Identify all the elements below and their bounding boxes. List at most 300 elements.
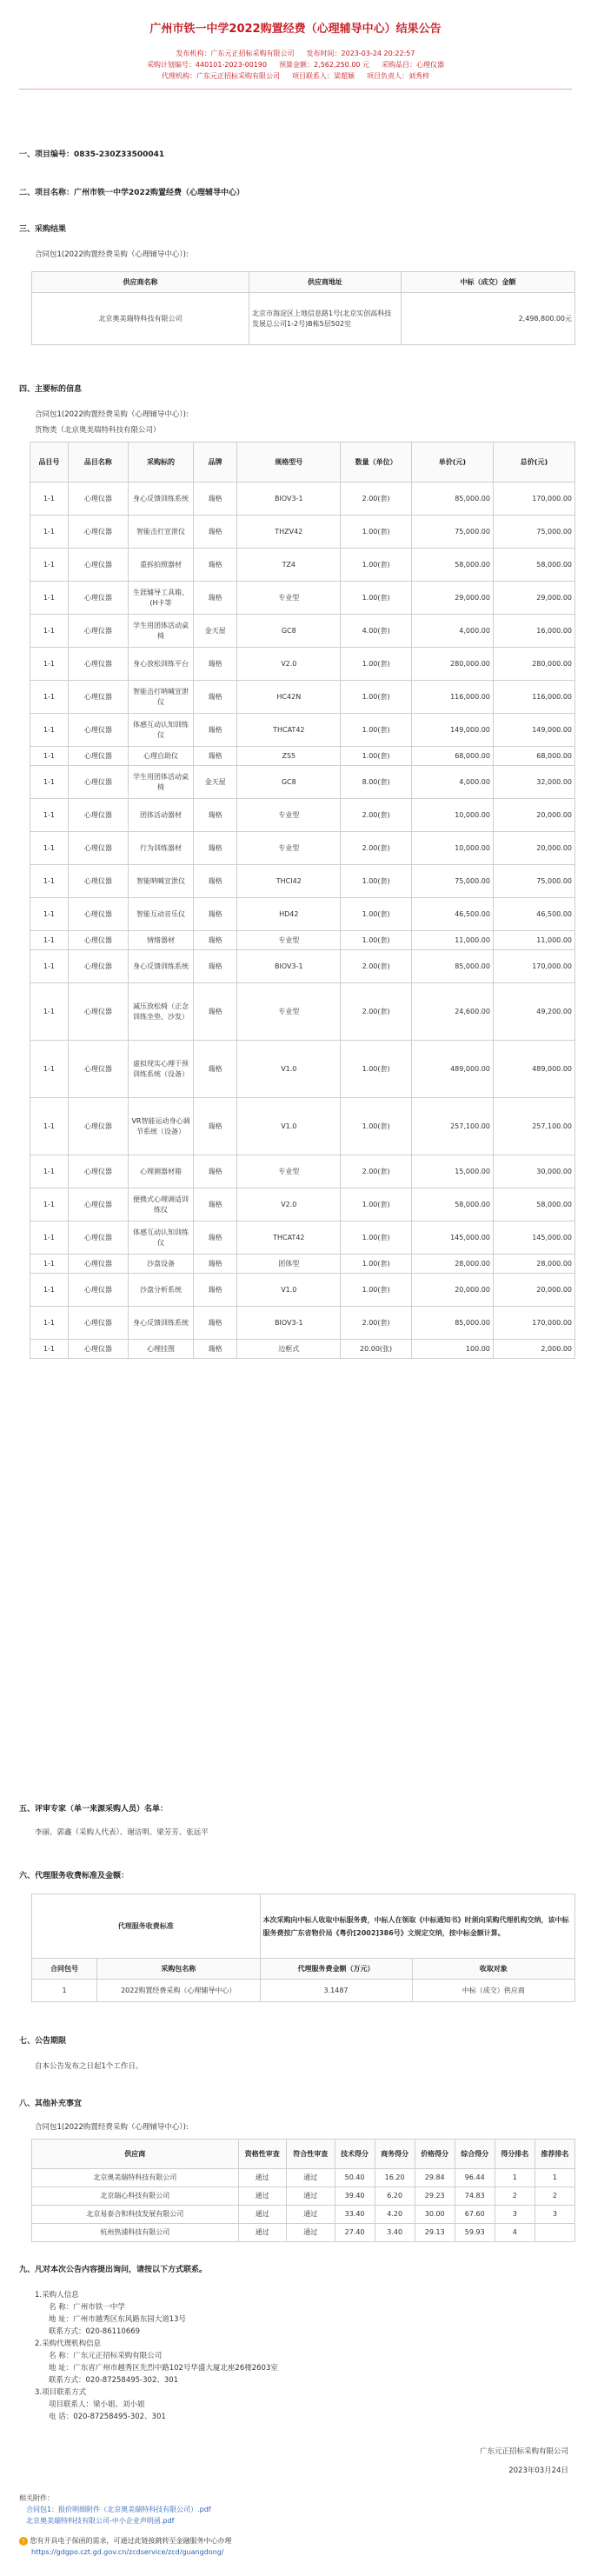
results-header-amount: 中标（成交）金额 [402, 272, 575, 293]
item-total-price: 489,000.00 [493, 1041, 574, 1098]
item-unit-price: 85,000.00 [411, 483, 493, 516]
items-table-row [30, 1221, 575, 1255]
item-category: 心理仪器 [68, 865, 128, 898]
item-quantity: 1.00(套) [341, 931, 412, 950]
item-model: 专业型 [237, 1155, 341, 1188]
item-total-price: 257,100.00 [493, 1098, 574, 1155]
section-project-name: 二、项目名称：广州市铁一中学2022购置经费（心理辅导中心） [19, 189, 245, 197]
fee-header-name: 采购包名称 [97, 1959, 261, 1980]
item-total-price: 280,000.00 [493, 648, 574, 681]
items-table-row [30, 799, 575, 832]
items-table-row [30, 766, 575, 799]
score-total: 67.60 [455, 2206, 495, 2224]
item-category: 心理仪器 [68, 898, 128, 931]
item-model: 专业型 [237, 931, 341, 950]
item-model: 专业型 [237, 799, 341, 832]
meta-plan-number: 采购计划编号：440101-2023-00190 [146, 61, 268, 69]
item-category: 心理仪器 [68, 1221, 128, 1255]
item-model: ZS5 [237, 747, 341, 766]
item-model: BIOV3-1 [237, 950, 341, 983]
item-code: 1-1 [30, 648, 69, 681]
guarantee-link[interactable]: https://gdgpo.czt.gd.gov.cn/zcdservice/zcd/guangdong/ [31, 2548, 224, 2556]
item-name: 身心反馈训练系统 [128, 483, 193, 516]
meta-row-2 [35, 59, 556, 70]
contact-block [35, 2289, 278, 2423]
score-recommend-rank: 3 [535, 2206, 574, 2224]
attachments-title: 相关附件： [19, 2494, 54, 2502]
score-recommend-rank: 1 [535, 2169, 574, 2187]
item-model: HC42N [237, 681, 341, 714]
item-quantity: 4.00(套) [341, 615, 412, 648]
item-total-price: 30,000.00 [493, 1155, 574, 1188]
score-business: 16.20 [375, 2169, 415, 2187]
score-total: 74.83 [455, 2187, 495, 2206]
score-business: 3.40 [375, 2224, 415, 2242]
score-qualification: 通过 [238, 2206, 287, 2224]
score-rank: 1 [495, 2169, 535, 2187]
item-model: 团体型 [237, 1255, 341, 1274]
item-quantity: 1.00(套) [341, 1274, 412, 1307]
items-header-unit-price: 单价(元) [411, 443, 493, 483]
fee-header-target: 收取对象 [412, 1959, 575, 1980]
score-supplier: 北京奥美瑞特科技有限公司 [32, 2169, 239, 2187]
section-contact-heading: 九、凡对本次公告内容提出询问，请按以下方式联系。 [19, 2266, 208, 2274]
score-business: 4.20 [375, 2206, 415, 2224]
item-code: 1-1 [30, 681, 69, 714]
item-brand: 瑞格 [194, 865, 237, 898]
score-price: 29.23 [415, 2187, 455, 2206]
item-quantity: 1.00(套) [341, 1221, 412, 1255]
score-recommend-rank [535, 2224, 574, 2242]
agency-phone: 联系方式：020-87258495-302、301 [49, 2376, 179, 2385]
items-header-item: 采购标的 [128, 443, 193, 483]
header-divider [19, 89, 572, 90]
attachment-link-2[interactable]: 北京奥美瑞特科技有限公司-中小企业声明函.pdf [26, 2517, 175, 2525]
item-unit-price: 58,000.00 [411, 549, 493, 582]
score-technical: 39.40 [335, 2187, 375, 2206]
score-technical: 33.40 [335, 2206, 375, 2224]
agency-address: 地 址：广东省广州市越秀区先烈中路102号华盛大厦北座26楼2603室 [49, 2364, 278, 2373]
item-brand: 瑞格 [194, 1155, 237, 1188]
item-code: 1-1 [30, 799, 69, 832]
section-fee-heading: 六、代理服务收费标准及金额： [19, 1872, 129, 1880]
item-unit-price: 85,000.00 [411, 1307, 493, 1340]
items-table-row [30, 1340, 575, 1359]
item-code: 1-1 [30, 582, 69, 615]
attachment-link-1[interactable]: 合同包1：报价明细附件（北京奥美瑞特科技有限公司）.pdf [26, 2506, 211, 2513]
scores-header-compliance: 符合性审查 [287, 2140, 335, 2169]
items-table-row [30, 516, 575, 549]
item-quantity: 1.00(套) [341, 1255, 412, 1274]
scores-header-price: 价格得分 [415, 2140, 455, 2169]
item-name: 沙盘设备 [128, 1255, 193, 1274]
item-quantity: 1.00(套) [341, 865, 412, 898]
score-compliance: 通过 [287, 2169, 335, 2187]
item-code: 1-1 [30, 1340, 69, 1359]
items-table-row [30, 1274, 575, 1307]
score-rank: 4 [495, 2224, 535, 2242]
item-brand: 瑞格 [194, 898, 237, 931]
score-compliance: 通过 [287, 2224, 335, 2242]
items-header-quantity: 数量（单位） [341, 443, 412, 483]
item-category: 心理仪器 [68, 1098, 128, 1155]
item-brand: 金天屋 [194, 766, 237, 799]
item-unit-price: 257,100.00 [411, 1098, 493, 1155]
item-category: 心理仪器 [68, 1041, 128, 1098]
item-unit-price: 28,000.00 [411, 1255, 493, 1274]
items-table-row [30, 714, 575, 747]
results-header-address: 供应商地址 [249, 272, 402, 293]
item-quantity: 1.00(套) [341, 516, 412, 549]
item-quantity: 1.00(套) [341, 549, 412, 582]
item-brand: 瑞格 [194, 747, 237, 766]
item-total-price: 145,000.00 [493, 1221, 574, 1255]
item-category: 心理仪器 [68, 714, 128, 747]
item-quantity: 1.00(套) [341, 1098, 412, 1155]
results-amount: 2,498,800.00元 [402, 293, 575, 345]
buyer-phone: 联系方式：020-86110669 [49, 2327, 141, 2336]
item-brand: 瑞格 [194, 799, 237, 832]
item-total-price: 149,000.00 [493, 714, 574, 747]
item-code: 1-1 [30, 983, 69, 1041]
item-category: 心理仪器 [68, 483, 128, 516]
items-table-row [30, 1188, 575, 1221]
item-unit-price: 489,000.00 [411, 1041, 493, 1098]
item-total-price: 58,000.00 [493, 1188, 574, 1221]
item-quantity: 2.00(套) [341, 799, 412, 832]
item-category: 心理仪器 [68, 832, 128, 865]
item-model: 专业型 [237, 832, 341, 865]
score-supplier: 北京易泰合和科技发展有限公司 [32, 2206, 239, 2224]
item-category: 心理仪器 [68, 1340, 128, 1359]
item-brand: 瑞格 [194, 582, 237, 615]
score-business: 6.20 [375, 2187, 415, 2206]
fee-target: 中标（成交）供应商 [412, 1980, 575, 2002]
items-header-category: 品目名称 [68, 443, 128, 483]
item-brand: 瑞格 [194, 1221, 237, 1255]
results-supplier: 北京奥美瑞特科技有限公司 [32, 293, 249, 345]
meta-agency: 代理机构：广东元正招标采购有限公司 [162, 72, 280, 80]
info-icon: ! [19, 2537, 28, 2546]
item-model: BIOV3-1 [237, 1307, 341, 1340]
score-price: 29.13 [415, 2224, 455, 2242]
items-table-row [30, 483, 575, 516]
scores-table-row [32, 2187, 575, 2206]
results-table [31, 271, 575, 345]
fee-standard-label: 代理服务收费标准 [32, 1894, 261, 1959]
item-category: 心理仪器 [68, 1274, 128, 1307]
item-code: 1-1 [30, 1098, 69, 1155]
item-category: 心理仪器 [68, 1255, 128, 1274]
section-experts-heading: 五、评审专家（单一来源采购人员）名单： [19, 1805, 169, 1814]
item-total-price: 20,000.00 [493, 832, 574, 865]
item-category: 心理仪器 [68, 516, 128, 549]
item-unit-price: 11,000.00 [411, 931, 493, 950]
item-code: 1-1 [30, 714, 69, 747]
scores-header-supplier: 供应商 [32, 2140, 239, 2169]
item-brand: 瑞格 [194, 483, 237, 516]
item-name: 身心反馈训练系统 [128, 1307, 193, 1340]
item-code: 1-1 [30, 549, 69, 582]
meta-row-3 [35, 70, 556, 82]
items-header-code: 品目号 [30, 443, 69, 483]
item-unit-price: 85,000.00 [411, 950, 493, 983]
scores-table-row [32, 2224, 575, 2242]
meta-category: 采购品目：心理仪器 [382, 61, 445, 69]
item-name: 虚拟现实心理干预 训练系统（设备） [128, 1041, 193, 1098]
item-quantity: 1.00(套) [341, 1041, 412, 1098]
item-code: 1-1 [30, 1155, 69, 1188]
items-header-model: 规格型号 [237, 443, 341, 483]
items-table-row [30, 648, 575, 681]
item-quantity: 2.00(套) [341, 950, 412, 983]
experts-list: 李丽、郭鑫（采购人代表）、谢洁明、梁芳芳、张远平 [35, 1828, 209, 1837]
item-total-price: 11,000.00 [493, 931, 574, 950]
items-table-row [30, 681, 575, 714]
items-table-row [30, 1307, 575, 1340]
item-quantity: 1.00(套) [341, 681, 412, 714]
item-brand: 瑞格 [194, 1340, 237, 1359]
item-total-price: 2,000.00 [493, 1340, 574, 1359]
item-name: 便携式心理调适训 练仪 [128, 1188, 193, 1221]
results-header-supplier: 供应商名称 [32, 272, 249, 293]
items-table-row [30, 865, 575, 898]
buyer-address: 地 址：广州市越秀区东风路东园大道13号 [49, 2315, 187, 2324]
item-category: 心理仪器 [68, 1307, 128, 1340]
item-category: 心理仪器 [68, 648, 128, 681]
items-supplier-label: 货物类（北京奥美瑞特科技有限公司） [35, 426, 161, 435]
item-model: GC8 [237, 615, 341, 648]
item-code: 1-1 [30, 931, 69, 950]
item-total-price: 32,000.00 [493, 766, 574, 799]
item-total-price: 49,200.00 [493, 983, 574, 1041]
item-unit-price: 149,000.00 [411, 714, 493, 747]
item-brand: 瑞格 [194, 832, 237, 865]
item-model: TZ4 [237, 549, 341, 582]
items-table-row [30, 549, 575, 582]
item-model: V2.0 [237, 1188, 341, 1221]
items-table-row [30, 898, 575, 931]
item-model: BIOV3-1 [237, 483, 341, 516]
items-table-row [30, 950, 575, 983]
item-brand: 瑞格 [194, 1098, 237, 1155]
results-address: 北京市海淀区上地信息路1号(北京实创高科技发展总公司1-2号)B栋5层502室 [249, 293, 402, 345]
meta-row-1 [35, 48, 556, 59]
item-unit-price: 145,000.00 [411, 1221, 493, 1255]
item-total-price: 170,000.00 [493, 1307, 574, 1340]
item-model: V1.0 [237, 1274, 341, 1307]
score-technical: 50.40 [335, 2169, 375, 2187]
score-rank: 3 [495, 2206, 535, 2224]
items-header-total-price: 总价(元) [493, 443, 574, 483]
item-code: 1-1 [30, 747, 69, 766]
score-technical: 27.40 [335, 2224, 375, 2242]
items-contract-label: 合同包1(2022购置经费采购（心理辅导中心）): [35, 410, 189, 419]
item-code: 1-1 [30, 1255, 69, 1274]
items-table [30, 442, 575, 1359]
item-category: 心理仪器 [68, 931, 128, 950]
item-total-price: 28,000.00 [493, 1255, 574, 1274]
item-name: 减压放松椅（正念 训练坐垫、沙发） [128, 983, 193, 1041]
item-name: 学生用团体活动桌 椅 [128, 615, 193, 648]
items-table-row [30, 1041, 575, 1098]
score-compliance: 通过 [287, 2187, 335, 2206]
item-name: 心理自助仪 [128, 747, 193, 766]
item-name: 智能呐喊宣泄仪 [128, 865, 193, 898]
item-code: 1-1 [30, 1274, 69, 1307]
item-category: 心理仪器 [68, 582, 128, 615]
score-price: 30.00 [415, 2206, 455, 2224]
item-unit-price: 10,000.00 [411, 799, 493, 832]
item-code: 1-1 [30, 1307, 69, 1340]
period-text: 自本公告发布之日起1个工作日。 [35, 2062, 143, 2071]
item-unit-price: 100.00 [411, 1340, 493, 1359]
item-code: 1-1 [30, 865, 69, 898]
items-table-row [30, 747, 575, 766]
score-qualification: 通过 [238, 2224, 287, 2242]
item-brand: 瑞格 [194, 1188, 237, 1221]
item-unit-price: 20,000.00 [411, 1274, 493, 1307]
signature-org: 广东元正招标采购有限公司 [479, 2447, 568, 2456]
items-table-row [30, 931, 575, 950]
item-unit-price: 116,000.00 [411, 681, 493, 714]
score-qualification: 通过 [238, 2187, 287, 2206]
item-unit-price: 4,000.00 [411, 615, 493, 648]
fee-header-package: 合同包号 [32, 1959, 97, 1980]
item-quantity: 2.00(套) [341, 483, 412, 516]
meta-contact: 项目联系人：梁超颖 [292, 72, 355, 80]
items-table-row [30, 832, 575, 865]
item-quantity: 1.00(套) [341, 1188, 412, 1221]
results-contract-label: 合同包1(2022购置经费采购（心理辅导中心）): [35, 250, 189, 259]
item-brand: 瑞格 [194, 931, 237, 950]
item-total-price: 20,000.00 [493, 1274, 574, 1307]
items-table-row [30, 1098, 575, 1155]
item-total-price: 16,000.00 [493, 615, 574, 648]
item-total-price: 58,000.00 [493, 549, 574, 582]
item-code: 1-1 [30, 898, 69, 931]
project-contact-title: 3.项目联系方式 [35, 2388, 87, 2397]
fee-table [31, 1894, 575, 2002]
scores-table-row [32, 2169, 575, 2187]
scores-header-total: 综合得分 [455, 2140, 495, 2169]
signature-date: 2023年03月24日 [508, 2466, 568, 2475]
item-unit-price: 15,000.00 [411, 1155, 493, 1188]
item-name: 心理测器材箱 [128, 1155, 193, 1188]
item-unit-price: 24,600.00 [411, 983, 493, 1041]
item-quantity: 2.00(套) [341, 983, 412, 1041]
item-unit-price: 280,000.00 [411, 648, 493, 681]
item-name: 心理挂图 [128, 1340, 193, 1359]
scores-table-row [32, 2206, 575, 2224]
scores-header-score-rank: 得分排名 [495, 2140, 535, 2169]
item-quantity: 2.00(套) [341, 1307, 412, 1340]
score-price: 29.84 [415, 2169, 455, 2187]
item-quantity: 1.00(套) [341, 582, 412, 615]
item-name: 学生用团体活动桌 椅 [128, 766, 193, 799]
buyer-title: 1.采购人信息 [35, 2291, 79, 2300]
score-compliance: 通过 [287, 2206, 335, 2224]
fee-header-amount: 代理服务费金额（万元） [260, 1959, 412, 1980]
scores-header-recommend-rank: 推荐排名 [535, 2140, 574, 2169]
item-unit-price: 68,000.00 [411, 747, 493, 766]
item-brand: 瑞格 [194, 983, 237, 1041]
section-items-heading: 四、主要标的信息 [19, 385, 83, 394]
item-total-price: 46,500.00 [493, 898, 574, 931]
page-title: 广州市铁一中学2022购置经费（心理辅导中心）结果公告 [149, 23, 442, 36]
item-unit-price: 29,000.00 [411, 582, 493, 615]
meta-publisher: 发布机构：广东元正招标采购有限公司 [176, 50, 295, 57]
item-brand: 瑞格 [194, 648, 237, 681]
item-name: 体感互动认知训练 仪 [128, 1221, 193, 1255]
item-model: THCAT42 [237, 714, 341, 747]
announcement-meta [35, 48, 556, 82]
item-category: 心理仪器 [68, 747, 128, 766]
guarantee-notice [19, 2536, 232, 2546]
guarantee-notice-text: 您有开具电子保函的需求，可通过此链接跳转至金融服务中心办理 [30, 2537, 232, 2545]
score-total: 59.93 [455, 2224, 495, 2242]
item-total-price: 170,000.00 [493, 483, 574, 516]
fee-standard-desc: 本次采购向中标人收取中标服务费，中标人在领取《中标通知书》时须向采购代理机构交纳，该中标服务费按广东省物价局《粤价[2002]386号》文规定交纳，按中标金额计算。 [260, 1894, 575, 1959]
item-model: HD42 [237, 898, 341, 931]
item-category: 心理仪器 [68, 799, 128, 832]
item-code: 1-1 [30, 615, 69, 648]
item-brand: 瑞格 [194, 714, 237, 747]
scores-header-business: 商务得分 [375, 2140, 415, 2169]
item-model: THCAT42 [237, 1221, 341, 1255]
item-total-price: 75,000.00 [493, 865, 574, 898]
items-table-row [30, 1155, 575, 1188]
item-total-price: 29,000.00 [493, 582, 574, 615]
item-model: GC8 [237, 766, 341, 799]
item-name: 行为训练器材 [128, 832, 193, 865]
item-unit-price: 75,000.00 [411, 516, 493, 549]
item-category: 心理仪器 [68, 549, 128, 582]
item-name: VR智能运动身心调 节系统（设备） [128, 1098, 193, 1155]
fee-package: 1 [32, 1980, 97, 2002]
item-brand: 瑞格 [194, 1274, 237, 1307]
item-unit-price: 10,000.00 [411, 832, 493, 865]
item-model: THZV42 [237, 516, 341, 549]
item-brand: 瑞格 [194, 516, 237, 549]
score-rank: 2 [495, 2187, 535, 2206]
score-total: 96.44 [455, 2169, 495, 2187]
items-table-row [30, 582, 575, 615]
items-table-row [30, 615, 575, 648]
item-code: 1-1 [30, 483, 69, 516]
item-code: 1-1 [30, 950, 69, 983]
item-category: 心理仪器 [68, 1155, 128, 1188]
item-unit-price: 58,000.00 [411, 1188, 493, 1221]
item-model: V2.0 [237, 648, 341, 681]
item-unit-price: 46,500.00 [411, 898, 493, 931]
fee-amount: 3.1487 [260, 1980, 412, 2002]
item-category: 心理仪器 [68, 766, 128, 799]
item-model: 专业型 [237, 983, 341, 1041]
agency-title: 2.采购代理机构信息 [35, 2340, 102, 2348]
agency-name: 名 称：广东元正招标采购有限公司 [49, 2352, 163, 2360]
item-total-price: 20,000.00 [493, 799, 574, 832]
score-recommend-rank: 2 [535, 2187, 574, 2206]
item-quantity: 2.00(套) [341, 832, 412, 865]
item-name: 生涯辅导工具箱、(H卡等 [128, 582, 193, 615]
meta-publish-time: 发布时间：2023-03-24 20:22:57 [306, 50, 415, 57]
item-model: V1.0 [237, 1041, 341, 1098]
section-period-heading: 七、公告期限 [19, 2037, 67, 2046]
scores-contract-label: 合同包1(2022购置经费采购（心理辅导中心）): [35, 2123, 189, 2132]
score-supplier: 北京瑞心科技有限公司 [32, 2187, 239, 2206]
item-code: 1-1 [30, 1041, 69, 1098]
